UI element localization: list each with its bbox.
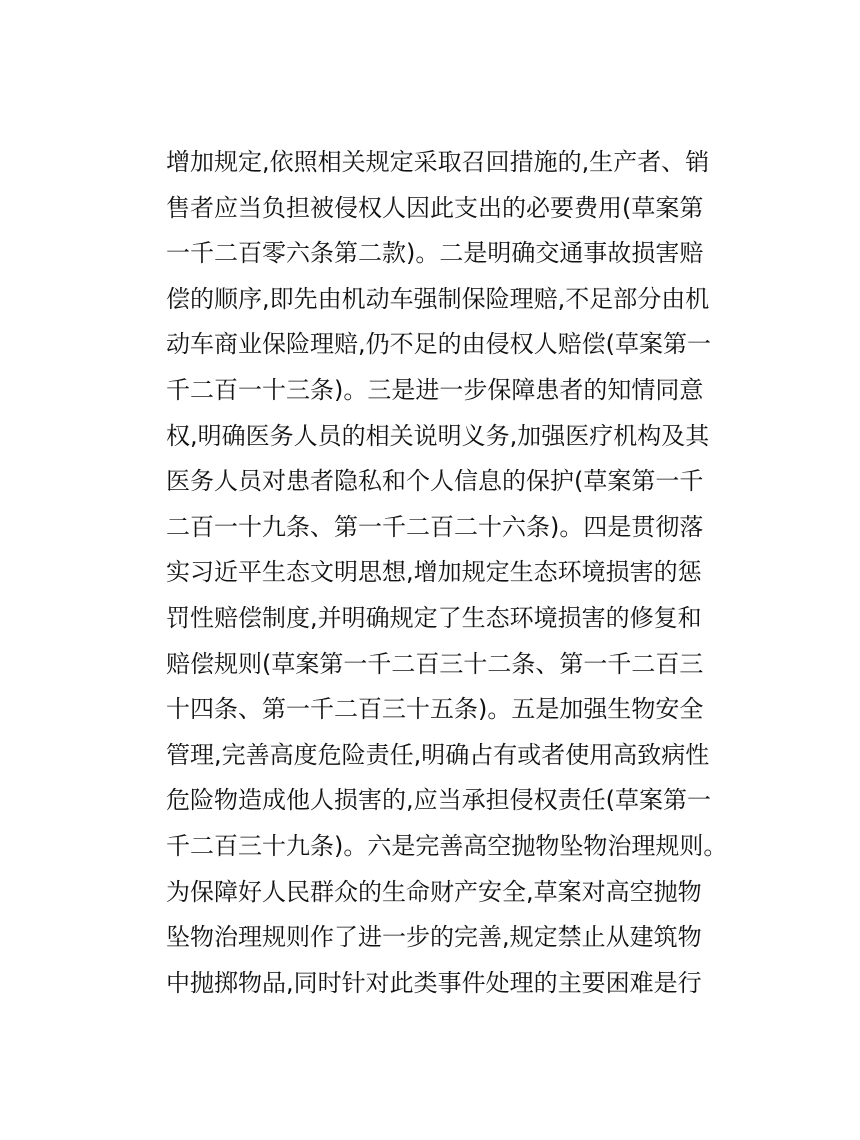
- text-line: 动车商业保险理赔,仍不足的由侵权人赔偿(草案第一: [166, 330, 711, 359]
- text-line: 实习近平生态文明思想,增加规定生态环境损害的惩: [166, 558, 702, 587]
- body-text: [166, 140, 726, 1006]
- text-line: 偿的顺序,即先由机动车强制保险理赔,不足部分由机: [166, 284, 710, 313]
- text-line: 增加规定,依照相关规定采取召回措施的,生产者、销: [166, 148, 710, 176]
- text-line: 一千二百零六条第二款)。二是明确交通事故损害赔: [166, 239, 704, 268]
- text-line: 管理,完善高度危险责任,明确占有或者使用高致病性: [166, 740, 710, 769]
- text-line: 十四条、第一千二百三十五条)。五是加强生物安全: [166, 695, 704, 724]
- text-line: 危险物造成他人损害的,应当承担侵权责任(草案第一: [166, 786, 711, 815]
- text-line: 赔偿规则(草案第一千二百三十二条、第一千二百三: [166, 649, 704, 678]
- text-line: 中抛掷物品,同时针对此类事件处理的主要困难是行: [166, 968, 702, 997]
- text-line: 千二百三十九条)。六是完善高空抛物坠物治理规则。: [166, 831, 728, 860]
- text-line: 权,明确医务人员的相关说明义务,加强医疗机构及其: [166, 421, 710, 450]
- text-line: 罚性赔偿制度,并明确规定了生态环境损害的修复和: [166, 603, 702, 632]
- text-line: 为保障好人民群众的生命财产安全,草案对高空抛物: [166, 877, 702, 906]
- text-line: 售者应当负担被侵权人因此支出的必要费用(草案第: [166, 193, 704, 222]
- text-line: 医务人员对患者隐私和个人信息的保护(草案第一千: [166, 467, 704, 496]
- text-line: 坠物治理规则作了进一步的完善,规定禁止从建筑物: [166, 923, 702, 952]
- text-line: 二百一十九条、第一千二百二十六条)。四是贯彻落: [166, 512, 704, 541]
- text-line: 千二百一十三条)。三是进一步保障患者的知情同意: [166, 375, 704, 404]
